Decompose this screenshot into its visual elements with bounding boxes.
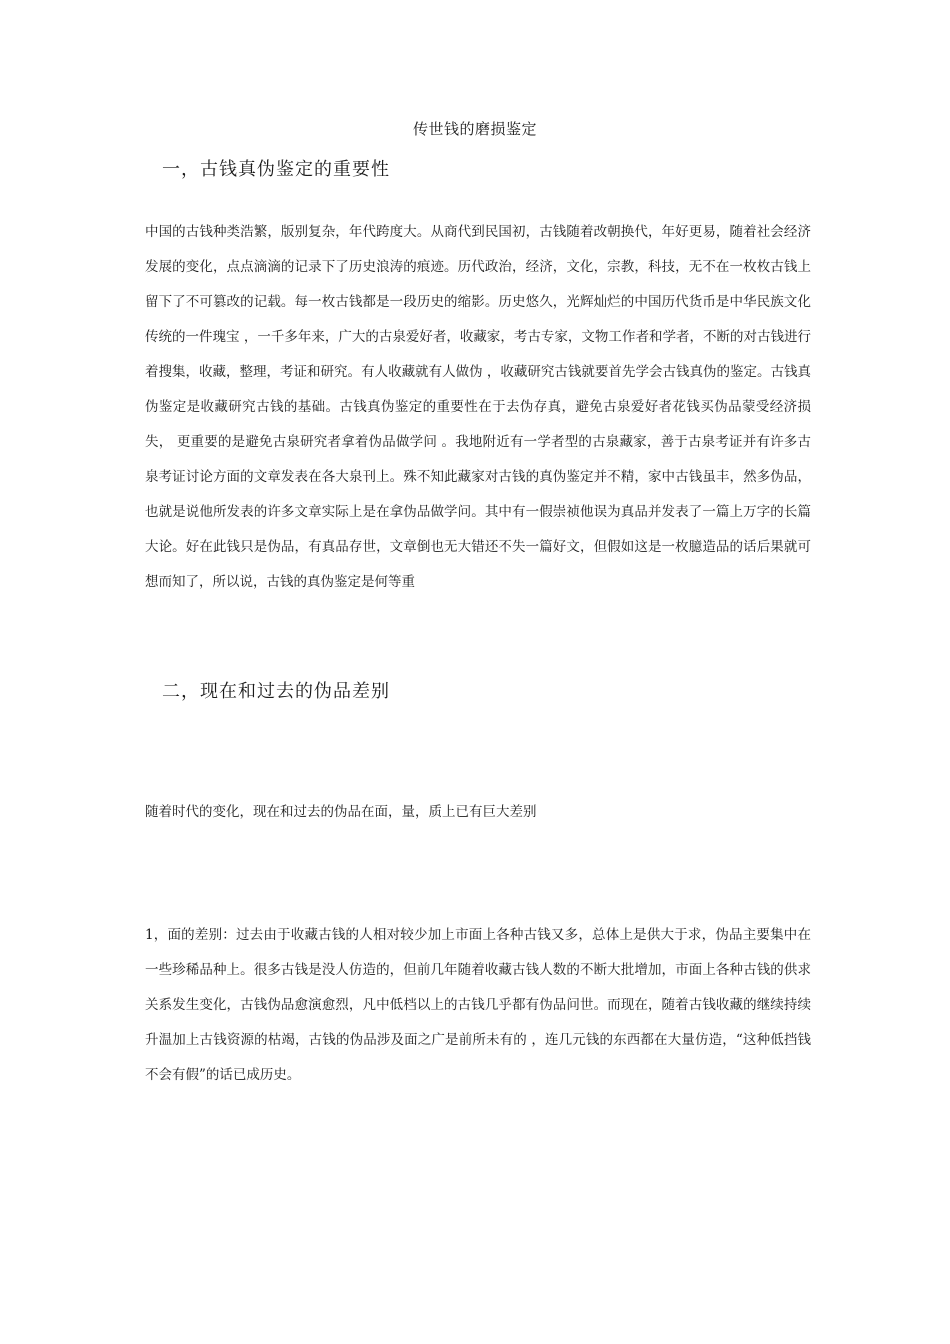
section-2-point-1: 1，面的差别：过去由于收藏古钱的人相对较少加上市面上各种古钱又多，总体上是供大于求，伪品主要集中在一些珍稀品种上。很多古钱是没人仿造的，但前几年随着收藏古钱人数的不断大批增加，市面上各种古钱的供求关系发生变化，古钱伪品愈演愈烈，凡中低档以上的古钱几乎都有伪品问世。而现在，随着古钱收藏的继续持续升温加上古钱资源的枯竭，古钱的伪品涉及面之广是前所未有的 ，连几元钱的东西都在大量仿造，“这种低挡钱不会有假”的话已成历史。 — [145, 927, 811, 1083]
section-2-heading: 二，现在和过去的伪品差别 — [162, 681, 390, 702]
section-1-paragraph: 中国的古钱种类浩繁，版别复杂，年代跨度大。从商代到民国初，古钱随着改朝换代，年好更易，随着社会经济发展的变化，点点滴滴的记录下了历史浪涛的痕迹。历代政治，经济，文化，宗教，科技，无不在一枚枚古钱上留下了不可篡改的记载。每一枚古钱都是一段历史的缩影。历史悠久，光辉灿烂的中国历代货币是中华民族文化传统的一件瑰宝 ，一千多年来，广大的古泉爱好者，收藏家，考古专家，文物工作者和学者，不断的对古钱进行着搜集，收藏，整理，考证和研究。有人收藏就有人做伪 ，收藏研究古钱就要首先学会古钱真伪的鉴定。古钱真伪鉴定是收藏研究古钱的基础。古钱真伪鉴定的重要性在于去伪存真，避免古泉爱好者花钱买伪品蒙受经济损失， 更重要的是避免古泉研究者拿着伪品做学问 。我地附近有一学者型的古泉藏家，善于古泉考证并有许多古泉考证讨论方面的文章发表在各大泉刊上。殊不知此藏家对古钱的真伪鉴定并不精，家中古钱虽丰，然多伪品，也就是说他所发表的许多文章实际上是在拿伪品做学问。其中有一假崇祯他误为真品并发表了一篇上万字的长篇大论。好在此钱只是伪品，有真品存世，文章倒也无大错还不失一篇好文，但假如这是一枚臆造品的话后果就可想而知了，所以说，古钱的真伪鉴定是何等重 — [145, 224, 811, 590]
document-title: 传世钱的磨损鉴定 — [412, 120, 537, 138]
section-1-heading: 一，古钱真伪鉴定的重要性 — [162, 159, 390, 180]
section-2-intro: 随着时代的变化，现在和过去的伪品在面，量，质上已有巨大差别 — [145, 804, 537, 820]
